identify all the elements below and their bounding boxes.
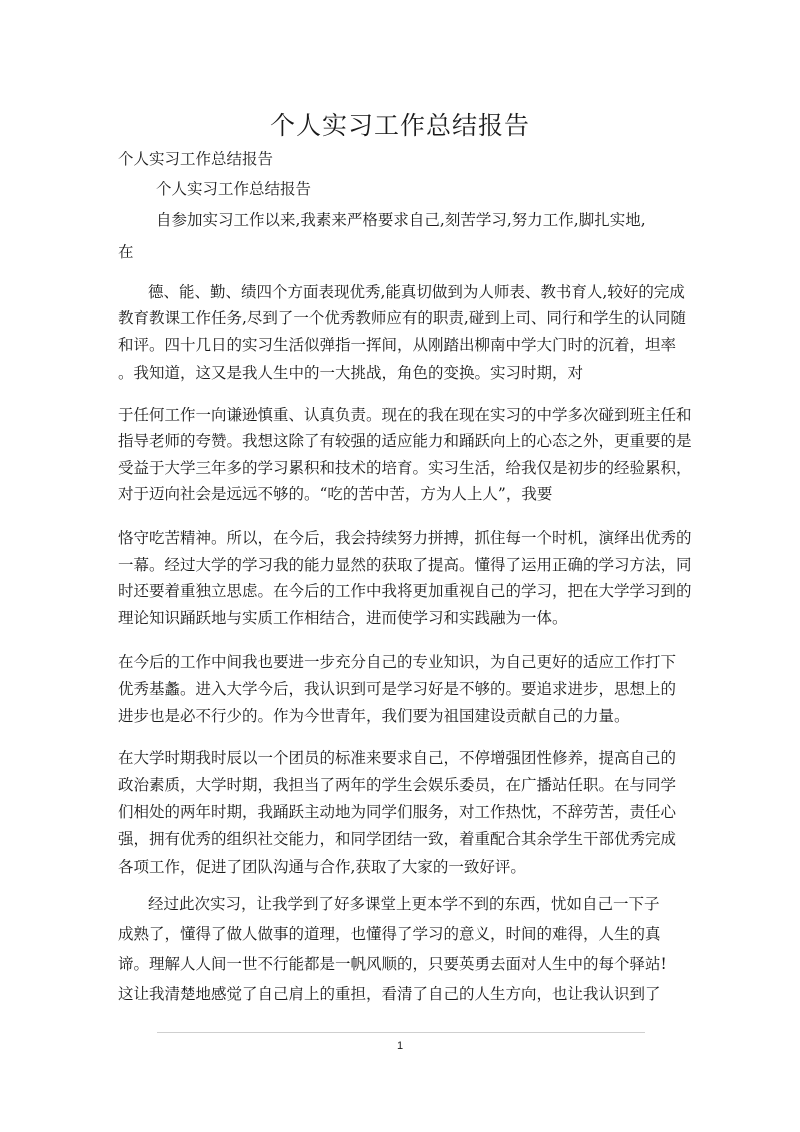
text-line: 成熟了，懂得了做人做事的道理，也懂得了学习的意义，时间的难得，人生的真 bbox=[118, 925, 661, 943]
text-line: 政治素质，大学时期，我担当了两年的学生会娱乐委员，在广播站任职。在与同学 bbox=[118, 776, 677, 794]
text-line: 。我知道，这又是我人生中的一大挑战，角色的变换。实习时期，对 bbox=[118, 364, 584, 382]
text-line: 教育教课工作任务,尽到了一个优秀教师应有的职责,碰到上司、同行和学生的认同随 bbox=[118, 309, 686, 327]
text-line: 在 bbox=[118, 243, 134, 261]
text-line: 在今后的工作中间我也要进一步充分自己的专业知识，为自己更好的适应工作打下 bbox=[118, 653, 677, 671]
text-line: 们相处的两年时期，我踊跃主动地为同学们服务，对工作热忱，不辞劳苦，责任心 bbox=[118, 803, 677, 821]
text-line: 时还要着重独立思虑。在今后的工作中我将更加重视自己的学习，把在大学学习到的 bbox=[118, 582, 692, 600]
text-line: 经过此次实习，让我学到了好多课堂上更本学不到的东西，忧如自己一下子 bbox=[148, 895, 660, 913]
text-line: 受益于大学三年多的学习累积和技术的培育。实习生活，给我仅是初步的经验累积， bbox=[118, 459, 692, 477]
text-line: 优秀基蠡。进入大学今后，我认识到可是学习好是不够的。要追求进步，思想上的 bbox=[118, 680, 677, 698]
text-line: 一幕。经过大学的学习我的能力显然的获取了提高。懂得了运用正确的学习方法，同 bbox=[118, 556, 692, 574]
text-line: 指导老师的夸赞。我想这除了有较强的适应能力和踊跃向上的心态之外，更重要的是 bbox=[118, 432, 692, 450]
text-line: 个人实习工作总结报告 bbox=[118, 150, 274, 168]
text-line: 德、能、勤、绩四个方面表现优秀,能真切做到为人师表、教书育人,较好的完成 bbox=[148, 283, 685, 301]
text-line: 个人实习工作总结报告 bbox=[156, 180, 312, 198]
text-line: 理论知识踊跃地与实质工作相结合，进而使学习和实践融为一体。 bbox=[118, 609, 568, 627]
text-line: 对于迈向社会是远远不够的。“吃的苦中苦，方为人上人”，我要 bbox=[118, 485, 553, 503]
text-line: 这让我清楚地感觉了自己肩上的重担，看清了自己的人生方向，也让我认识到了 bbox=[118, 985, 661, 1003]
text-line: 和评。四十几日的实习生活似弹指一挥间，从刚踏出柳南中学大门时的沉着，坦率 bbox=[118, 336, 677, 354]
document-title: 个人实习工作总结报告 bbox=[269, 111, 530, 140]
text-line: 谛。理解人人间一世不行能都是一帆风顺的，只要英勇去面对人生中的每个驿站! bbox=[118, 955, 667, 973]
text-line: 自参加实习工作以来,我素来严格要求自己,刻苦学习,努力工作,脚扎实地, bbox=[156, 211, 646, 229]
footer-divider bbox=[157, 1032, 645, 1033]
text-line: 强，拥有优秀的组织社交能力，和同学团结一致，着重配合其余学生干部优秀完成 bbox=[118, 830, 677, 848]
text-line: 恪守吃苦精神。所以，在今后，我会持续努力拼搏，抓住每一个时机，演绎出优秀的 bbox=[118, 529, 692, 547]
text-line: 进步也是必不行少的。作为今世青年，我们要为祖国建设贡献自己的力量。 bbox=[118, 707, 630, 725]
text-line: 在大学时期我时辰以一个团员的标准来要求自己，不停增强团性修养，提高自己的 bbox=[118, 749, 677, 767]
text-line: 各项工作，促进了团队沟通与合作,获取了大家的一致好评。 bbox=[118, 858, 526, 876]
page-number: 1 bbox=[396, 1040, 404, 1052]
text-line: 于任何工作一向谦逊慎重、认真负责。现在的我在现在实习的中学多次碰到班主任和 bbox=[118, 406, 692, 424]
